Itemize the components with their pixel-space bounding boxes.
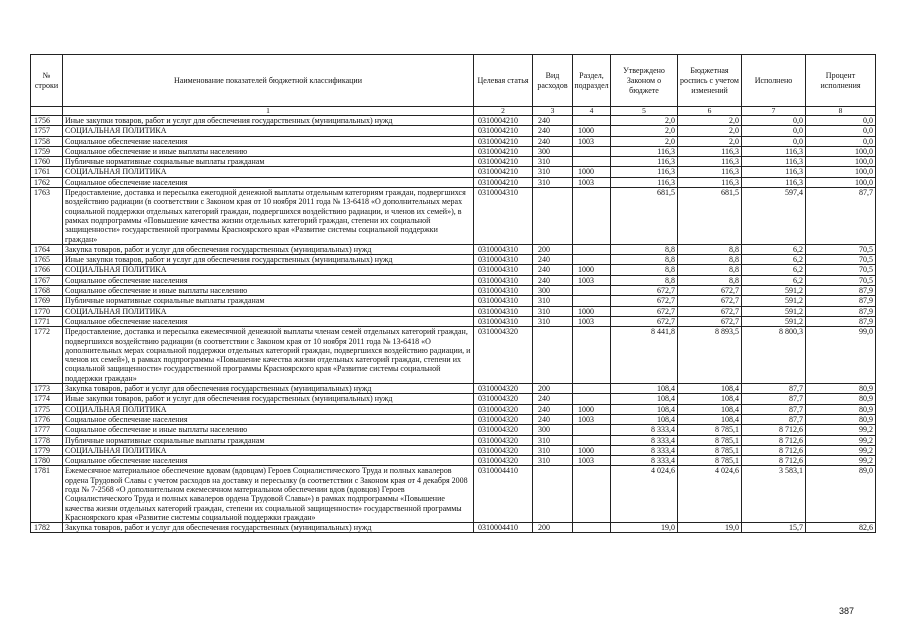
cell-target: 0310004210 (474, 157, 533, 167)
cell-executed: 116,3 (742, 146, 806, 156)
header-target: Целевая статья (474, 55, 533, 107)
cell-approved: 8,8 (611, 275, 678, 285)
cell-name: Социальное обеспечение населения (63, 136, 474, 146)
cell-name: Закупка товаров, работ и услуг для обеспечения государственных (муниципальных) нужд (63, 523, 474, 533)
cell-executed: 8 712,6 (742, 435, 806, 445)
cell-executed: 8 712,6 (742, 445, 806, 455)
cell-percent: 99,2 (806, 445, 876, 455)
cell-section (573, 116, 611, 126)
cell-target: 0310004210 (474, 146, 533, 156)
cell-expense: 240 (533, 255, 573, 265)
cell-budget: 108,4 (678, 394, 742, 404)
cell-num: 1761 (31, 167, 63, 177)
cell-target: 0310004320 (474, 394, 533, 404)
cell-num: 1781 (31, 466, 63, 523)
cell-target: 0310004320 (474, 327, 533, 384)
column-number: 2 (474, 107, 533, 116)
cell-approved: 8,8 (611, 244, 678, 254)
cell-num: 1763 (31, 188, 63, 245)
cell-num: 1757 (31, 126, 63, 136)
cell-name: Социальное обеспечение населения (63, 456, 474, 466)
cell-expense: 240 (533, 126, 573, 136)
cell-expense (533, 188, 573, 245)
table-row (31, 255, 876, 265)
cell-name: Публичные нормативные социальные выплаты гражданам (63, 296, 474, 306)
table-row (31, 265, 876, 275)
table-row (31, 414, 876, 424)
cell-section (573, 255, 611, 265)
cell-section: 1003 (573, 316, 611, 326)
cell-name: СОЦИАЛЬНАЯ ПОЛИТИКА (63, 306, 474, 316)
cell-expense: 310 (533, 177, 573, 187)
cell-target: 0310004310 (474, 275, 533, 285)
cell-budget: 8 785,1 (678, 425, 742, 435)
column-number: 5 (611, 107, 678, 116)
cell-expense: 240 (533, 414, 573, 424)
cell-budget: 8,8 (678, 265, 742, 275)
cell-approved: 2,0 (611, 116, 678, 126)
cell-section: 1003 (573, 456, 611, 466)
table-row (31, 188, 876, 245)
cell-budget: 8,8 (678, 244, 742, 254)
cell-budget: 108,4 (678, 414, 742, 424)
cell-num: 1776 (31, 414, 63, 424)
cell-target: 0310004410 (474, 466, 533, 523)
cell-target: 0310004310 (474, 296, 533, 306)
cell-approved: 672,7 (611, 316, 678, 326)
cell-percent: 80,9 (806, 404, 876, 414)
cell-section (573, 435, 611, 445)
cell-name: Социальное обеспечение населения (63, 414, 474, 424)
cell-executed: 3 583,1 (742, 466, 806, 523)
cell-num: 1770 (31, 306, 63, 316)
cell-section: 1000 (573, 404, 611, 414)
cell-expense: 300 (533, 425, 573, 435)
cell-name: Предоставление, доставка и пересылка ежегодной денежной выплаты отдельным категориям граждан, подвергшихся воздействию радиации (в соответствии с Законом края от 10 ноября 2011 года № 13-6418 «О дополнительных мерах социальной поддержки отдельных категорий граждан, подвергшихся воздействию радиации, и членов их семей»), в рамках подпрограммы «Повышение качества жизни отдельных категорий граждан, степени их социальной защищенности» государственной программы Красноярского края «Развитие системы социальной поддержки граждан» (63, 188, 474, 245)
table-row (31, 167, 876, 177)
cell-percent: 99,2 (806, 425, 876, 435)
cell-approved: 4 024,6 (611, 466, 678, 523)
cell-percent: 87,9 (806, 316, 876, 326)
cell-budget: 8 785,1 (678, 435, 742, 445)
cell-num: 1762 (31, 177, 63, 187)
header-name: Наименование показателей бюджетной классификации (63, 55, 474, 107)
cell-percent: 99,0 (806, 327, 876, 384)
cell-name: Публичные нормативные социальные выплаты гражданам (63, 435, 474, 445)
cell-approved: 2,0 (611, 136, 678, 146)
cell-num: 1756 (31, 116, 63, 126)
cell-expense: 240 (533, 275, 573, 285)
cell-name: СОЦИАЛЬНАЯ ПОЛИТИКА (63, 167, 474, 177)
cell-section (573, 146, 611, 156)
cell-section (573, 425, 611, 435)
cell-section (573, 296, 611, 306)
table-row (31, 177, 876, 187)
table-row (31, 466, 876, 523)
cell-approved: 116,3 (611, 146, 678, 156)
cell-executed: 116,3 (742, 157, 806, 167)
cell-budget: 8 785,1 (678, 456, 742, 466)
cell-percent: 80,9 (806, 394, 876, 404)
column-number: 7 (742, 107, 806, 116)
cell-section: 1000 (573, 265, 611, 275)
cell-expense (533, 466, 573, 523)
cell-budget: 8 785,1 (678, 445, 742, 455)
cell-budget: 108,4 (678, 404, 742, 414)
table-row (31, 456, 876, 466)
cell-section (573, 327, 611, 384)
table-row (31, 136, 876, 146)
cell-percent: 0,0 (806, 116, 876, 126)
cell-budget: 4 024,6 (678, 466, 742, 523)
cell-expense: 310 (533, 456, 573, 466)
cell-section: 1003 (573, 275, 611, 285)
cell-target: 0310004310 (474, 286, 533, 296)
cell-num: 1766 (31, 265, 63, 275)
cell-approved: 108,4 (611, 414, 678, 424)
cell-num: 1772 (31, 327, 63, 384)
cell-num: 1774 (31, 394, 63, 404)
cell-num: 1775 (31, 404, 63, 414)
cell-target: 0310004320 (474, 384, 533, 394)
cell-expense: 240 (533, 404, 573, 414)
cell-name: СОЦИАЛЬНАЯ ПОЛИТИКА (63, 265, 474, 275)
cell-target: 0310004310 (474, 265, 533, 275)
cell-expense: 310 (533, 316, 573, 326)
cell-executed: 87,7 (742, 394, 806, 404)
table-row (31, 116, 876, 126)
table-row (31, 384, 876, 394)
cell-approved: 672,7 (611, 296, 678, 306)
cell-executed: 591,2 (742, 286, 806, 296)
cell-section (573, 523, 611, 533)
cell-target: 0310004410 (474, 523, 533, 533)
cell-executed: 6,2 (742, 255, 806, 265)
cell-approved: 19,0 (611, 523, 678, 533)
table-row (31, 306, 876, 316)
cell-percent: 70,5 (806, 244, 876, 254)
header-executed: Исполнено (742, 55, 806, 107)
cell-name: Иные закупки товаров, работ и услуг для обеспечения государственных (муниципальных) нужд (63, 255, 474, 265)
cell-percent: 87,9 (806, 296, 876, 306)
cell-num: 1771 (31, 316, 63, 326)
cell-executed: 6,2 (742, 265, 806, 275)
cell-approved: 116,3 (611, 157, 678, 167)
header-row (31, 55, 876, 107)
table-row (31, 394, 876, 404)
header-expense: Вид расходов (533, 55, 573, 107)
cell-executed: 0,0 (742, 126, 806, 136)
cell-num: 1767 (31, 275, 63, 285)
cell-name: Ежемесячное материальное обеспечение вдовам (вдовцам) Героев Социалистического Труда и полных кавалеров ордена Трудовой Славы с учетом расходов на доставку и пересылку (в соответствии с Законом края от 4 декабря 2008 года № 7-2568 «О дополнительном ежемесячном материальном обеспечении вдов (вдовцов) Героев Социалистического Труда и полных кавалеров ордена Трудовой Славы») в рамках подпрограммы «Повышение качества жизни отдельных категорий граждан, степени их социальной защищенности» государственной программы Красноярского края «Развитие системы социальной поддержки граждан» (63, 466, 474, 523)
cell-approved: 2,0 (611, 126, 678, 136)
cell-expense: 310 (533, 435, 573, 445)
cell-name: СОЦИАЛЬНАЯ ПОЛИТИКА (63, 445, 474, 455)
cell-section: 1000 (573, 167, 611, 177)
cell-executed: 0,0 (742, 136, 806, 146)
cell-approved: 8 333,4 (611, 425, 678, 435)
cell-executed: 87,7 (742, 404, 806, 414)
cell-executed: 591,2 (742, 296, 806, 306)
cell-target: 0310004210 (474, 126, 533, 136)
cell-target: 0310004320 (474, 445, 533, 455)
cell-expense (533, 327, 573, 384)
column-number: 4 (573, 107, 611, 116)
cell-target: 0310004310 (474, 244, 533, 254)
cell-percent: 0,0 (806, 136, 876, 146)
cell-percent: 80,9 (806, 384, 876, 394)
cell-section: 1000 (573, 306, 611, 316)
cell-executed: 597,4 (742, 188, 806, 245)
cell-section (573, 157, 611, 167)
table-row (31, 327, 876, 384)
cell-expense: 200 (533, 523, 573, 533)
cell-name: СОЦИАЛЬНАЯ ПОЛИТИКА (63, 126, 474, 136)
cell-budget: 672,7 (678, 316, 742, 326)
cell-num: 1777 (31, 425, 63, 435)
cell-section (573, 188, 611, 245)
cell-budget: 2,0 (678, 116, 742, 126)
column-numbers-row (31, 107, 876, 116)
cell-percent: 80,9 (806, 414, 876, 424)
cell-approved: 8 333,4 (611, 435, 678, 445)
cell-num: 1782 (31, 523, 63, 533)
cell-executed: 591,2 (742, 306, 806, 316)
cell-executed: 116,3 (742, 177, 806, 187)
cell-approved: 681,5 (611, 188, 678, 245)
cell-approved: 8 333,4 (611, 456, 678, 466)
cell-target: 0310004320 (474, 425, 533, 435)
cell-name: Предоставление, доставка и пересылка ежемесячной денежной выплаты членам семей отдельных категорий граждан, подвергшихся воздействию радиации (в соответствии с Законом края от 10 ноября 2011 года № 13-6418 «О дополнительных мерах социальной поддержки отдельных категорий граждан, подвергшихся воздействию радиации, и членов их семей»), в рамках подпрограммы «Повышение качества жизни отдельных категорий граждан, степени их социальной защищенности» государственной программы Красноярского края «Развитие системы социальной поддержки граждан» (63, 327, 474, 384)
cell-percent: 99,2 (806, 435, 876, 445)
table-row (31, 146, 876, 156)
page-number: 387 (839, 606, 855, 616)
table-row (31, 157, 876, 167)
cell-target: 0310004210 (474, 116, 533, 126)
table-row (31, 445, 876, 455)
cell-num: 1778 (31, 435, 63, 445)
cell-budget: 672,7 (678, 296, 742, 306)
table-row (31, 244, 876, 254)
column-number: 3 (533, 107, 573, 116)
cell-budget: 116,3 (678, 146, 742, 156)
cell-section (573, 466, 611, 523)
cell-section (573, 384, 611, 394)
cell-expense: 310 (533, 167, 573, 177)
cell-target: 0310004320 (474, 414, 533, 424)
cell-name: Закупка товаров, работ и услуг для обеспечения государственных (муниципальных) нужд (63, 384, 474, 394)
cell-name: Иные закупки товаров, работ и услуг для обеспечения государственных (муниципальных) нужд (63, 394, 474, 404)
header-section: Раздел, подраздел (573, 55, 611, 107)
cell-num: 1759 (31, 146, 63, 156)
cell-approved: 672,7 (611, 306, 678, 316)
cell-percent: 70,5 (806, 255, 876, 265)
cell-percent: 87,9 (806, 306, 876, 316)
cell-name: Социальное обеспечение населения (63, 316, 474, 326)
column-number: 1 (63, 107, 474, 116)
cell-target: 0310004210 (474, 167, 533, 177)
cell-executed: 0,0 (742, 116, 806, 126)
cell-num: 1773 (31, 384, 63, 394)
table-row (31, 435, 876, 445)
table-row (31, 126, 876, 136)
cell-approved: 108,4 (611, 394, 678, 404)
cell-target: 0310004210 (474, 136, 533, 146)
cell-num: 1779 (31, 445, 63, 455)
header-num: № строки (31, 55, 63, 107)
cell-percent: 100,0 (806, 167, 876, 177)
cell-expense: 200 (533, 384, 573, 394)
cell-target: 0310004320 (474, 404, 533, 414)
cell-executed: 8 712,6 (742, 456, 806, 466)
cell-approved: 8 441,8 (611, 327, 678, 384)
cell-budget: 681,5 (678, 188, 742, 245)
cell-section: 1000 (573, 126, 611, 136)
cell-name: Социальное обеспечение и иные выплаты населению (63, 286, 474, 296)
column-number: 8 (806, 107, 876, 116)
cell-executed: 8 800,3 (742, 327, 806, 384)
cell-section: 1003 (573, 177, 611, 187)
cell-approved: 8,8 (611, 265, 678, 275)
cell-num: 1769 (31, 296, 63, 306)
cell-target: 0310004310 (474, 316, 533, 326)
cell-budget: 116,3 (678, 157, 742, 167)
cell-budget: 8,8 (678, 255, 742, 265)
cell-percent: 100,0 (806, 157, 876, 167)
cell-target: 0310004310 (474, 306, 533, 316)
cell-percent: 87,9 (806, 286, 876, 296)
cell-target: 0310004310 (474, 255, 533, 265)
cell-executed: 87,7 (742, 384, 806, 394)
cell-name: Иные закупки товаров, работ и услуг для обеспечения государственных (муниципальных) нужд (63, 116, 474, 126)
cell-approved: 8,8 (611, 255, 678, 265)
cell-approved: 108,4 (611, 404, 678, 414)
cell-percent: 87,7 (806, 188, 876, 245)
table-body (31, 107, 876, 533)
cell-budget: 8,8 (678, 275, 742, 285)
cell-num: 1780 (31, 456, 63, 466)
cell-expense: 240 (533, 136, 573, 146)
cell-expense: 300 (533, 146, 573, 156)
cell-name: Социальное обеспечение и иные выплаты населению (63, 425, 474, 435)
table-row (31, 523, 876, 533)
cell-expense: 240 (533, 394, 573, 404)
cell-approved: 8 333,4 (611, 445, 678, 455)
cell-expense: 310 (533, 445, 573, 455)
cell-num: 1764 (31, 244, 63, 254)
cell-expense: 200 (533, 244, 573, 254)
table-row (31, 286, 876, 296)
cell-budget: 116,3 (678, 167, 742, 177)
cell-approved: 108,4 (611, 384, 678, 394)
cell-percent: 89,0 (806, 466, 876, 523)
cell-approved: 116,3 (611, 177, 678, 187)
cell-percent: 82,6 (806, 523, 876, 533)
cell-num: 1758 (31, 136, 63, 146)
cell-budget: 116,3 (678, 177, 742, 187)
cell-percent: 70,5 (806, 275, 876, 285)
cell-name: Закупка товаров, работ и услуг для обеспечения государственных (муниципальных) нужд (63, 244, 474, 254)
cell-target: 0310004210 (474, 177, 533, 187)
cell-budget: 2,0 (678, 136, 742, 146)
cell-executed: 87,7 (742, 414, 806, 424)
cell-section: 1003 (573, 414, 611, 424)
cell-approved: 672,7 (611, 286, 678, 296)
cell-expense: 310 (533, 306, 573, 316)
cell-expense: 310 (533, 157, 573, 167)
column-number-blank (31, 107, 63, 116)
cell-target: 0310004310 (474, 188, 533, 245)
cell-budget: 2,0 (678, 126, 742, 136)
cell-percent: 70,5 (806, 265, 876, 275)
table-row (31, 296, 876, 306)
cell-name: Социальное обеспечение и иные выплаты населению (63, 146, 474, 156)
cell-name: Публичные нормативные социальные выплаты гражданам (63, 157, 474, 167)
table-row (31, 404, 876, 414)
cell-executed: 6,2 (742, 275, 806, 285)
cell-budget: 8 893,5 (678, 327, 742, 384)
cell-name: Социальное обеспечение населения (63, 275, 474, 285)
header-approved: Утверждено Законом о бюджете (611, 55, 678, 107)
header-budget: Бюджетная роспись с учетом изменений (678, 55, 742, 107)
table-row (31, 275, 876, 285)
cell-approved: 116,3 (611, 167, 678, 177)
cell-expense: 240 (533, 116, 573, 126)
cell-section (573, 394, 611, 404)
column-number: 6 (678, 107, 742, 116)
cell-expense: 300 (533, 286, 573, 296)
cell-budget: 108,4 (678, 384, 742, 394)
cell-executed: 116,3 (742, 167, 806, 177)
cell-expense: 240 (533, 265, 573, 275)
table-row (31, 316, 876, 326)
cell-num: 1760 (31, 157, 63, 167)
cell-section: 1003 (573, 136, 611, 146)
cell-executed: 8 712,6 (742, 425, 806, 435)
budget-table (30, 54, 876, 533)
cell-budget: 19,0 (678, 523, 742, 533)
cell-expense: 310 (533, 296, 573, 306)
table-row (31, 425, 876, 435)
cell-num: 1768 (31, 286, 63, 296)
cell-percent: 0,0 (806, 126, 876, 136)
header-percent: Процент исполнения (806, 55, 876, 107)
cell-section: 1000 (573, 445, 611, 455)
cell-percent: 100,0 (806, 177, 876, 187)
cell-budget: 672,7 (678, 306, 742, 316)
cell-executed: 591,2 (742, 316, 806, 326)
cell-percent: 100,0 (806, 146, 876, 156)
cell-section (573, 286, 611, 296)
cell-target: 0310004320 (474, 435, 533, 445)
cell-name: СОЦИАЛЬНАЯ ПОЛИТИКА (63, 404, 474, 414)
cell-executed: 6,2 (742, 244, 806, 254)
cell-section (573, 244, 611, 254)
cell-budget: 672,7 (678, 286, 742, 296)
cell-target: 0310004320 (474, 456, 533, 466)
cell-percent: 99,2 (806, 456, 876, 466)
cell-executed: 15,7 (742, 523, 806, 533)
cell-num: 1765 (31, 255, 63, 265)
cell-name: Социальное обеспечение населения (63, 177, 474, 187)
